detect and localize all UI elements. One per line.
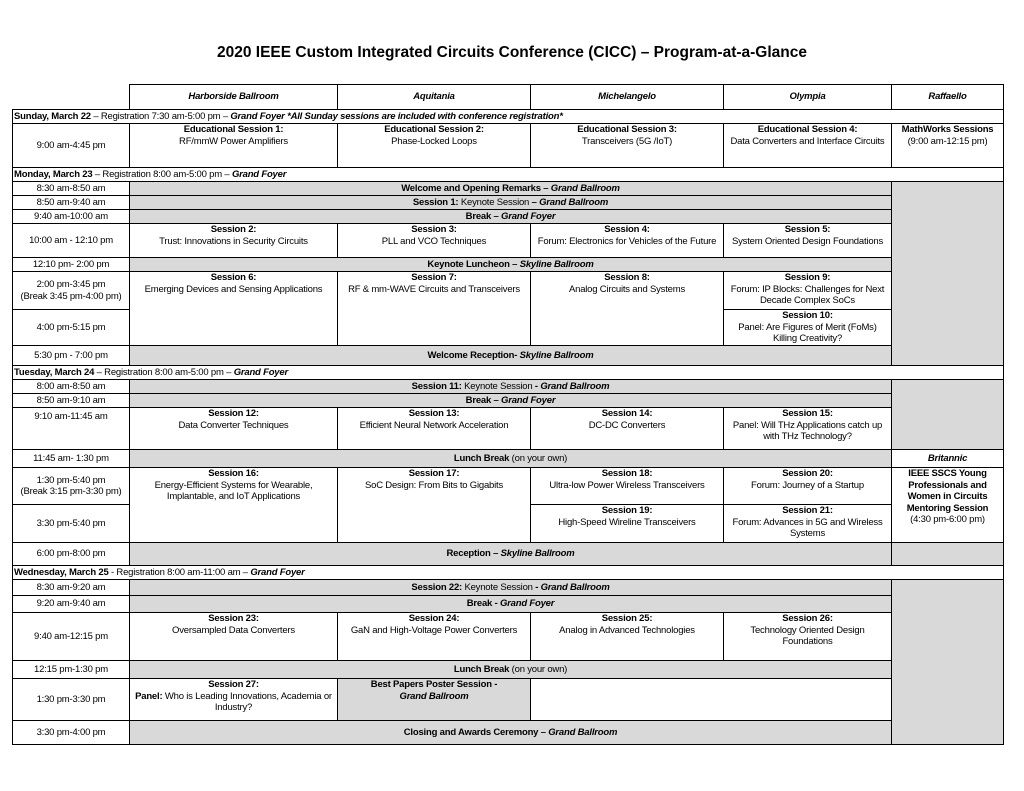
- session-cell: MathWorks Sessions (9:00 am-12:15 pm): [892, 124, 1004, 168]
- day-header-monday: Monday, March 23 – Registration 8:00 am-5:00 pm – Grand Foyer: [13, 168, 1004, 182]
- session-cell: Session 3: PLL and VCO Techniques: [338, 224, 531, 258]
- session-cell: Session 18: Ultra-low Power Wireless Transceivers: [531, 468, 724, 505]
- raffaello-unused: [892, 182, 1004, 366]
- time-cell: 12:15 pm-1:30 pm: [13, 661, 130, 679]
- day-header-wednesday: Wednesday, March 25 - Registration 8:00 am-11:00 am – Grand Foyer: [13, 566, 1004, 580]
- session-cell: Session 23: Oversampled Data Converters: [130, 613, 338, 661]
- time-cell: 12:10 pm- 2:00 pm: [13, 258, 130, 272]
- time-cell: 8:00 am-8:50 am: [13, 380, 130, 394]
- time-cell: 3:30 pm-5:40 pm: [13, 505, 130, 543]
- session-cell: Session 20: Forum: Journey of a Startup: [724, 468, 892, 505]
- session-cell: Session 13: Efficient Neural Network Acceleration: [338, 408, 531, 450]
- session-cell: Session 17: SoC Design: From Bits to Gigabits: [338, 468, 531, 543]
- break-cell: Break - Grand Foyer: [130, 596, 892, 613]
- mentoring-session-cell: IEEE SSCS Young Professionals and Women in Circuits Mentoring Session (4:30 pm-6:00 pm): [892, 468, 1004, 543]
- session-cell: Session 10: Panel: Are Figures of Merit (FoMs) Killing Creativity?: [724, 310, 892, 346]
- session-cell: Session 9: Forum: IP Blocks: Challenges for Next Decade Complex SoCs: [724, 272, 892, 310]
- session-cell: Session 2: Trust: Innovations in Security Circuits: [130, 224, 338, 258]
- col-harborside: Harborside Ballroom: [130, 85, 338, 110]
- day-header-sunday: Sunday, March 22 – Registration 7:30 am-5:00 pm – Grand Foyer *All Sunday sessions are included with conference registration*: [13, 110, 1004, 124]
- britannic-room: Britannic: [892, 450, 1004, 468]
- time-cell: 6:00 pm-8:00 pm: [13, 543, 130, 566]
- luncheon-cell: Keynote Luncheon – Skyline Ballroom: [130, 258, 892, 272]
- session-cell: Session 16: Energy-Efficient Systems for Wearable, Implantable, and IoT Applications: [130, 468, 338, 543]
- plenary-cell: Session 22: Keynote Session - Grand Ballroom: [130, 580, 892, 596]
- reception-cell: Welcome Reception- Skyline Ballroom: [130, 346, 892, 366]
- raffaello-unused: [892, 543, 1004, 566]
- empty-cell: [531, 679, 892, 721]
- session-cell: Educational Session 3: Transceivers (5G /IoT): [531, 124, 724, 168]
- raffaello-unused: [892, 380, 1004, 450]
- time-cell: 8:30 am-8:50 am: [13, 182, 130, 196]
- plenary-cell: Session 11: Keynote Session - Grand Ballroom: [130, 380, 892, 394]
- session-cell: Session 19: High-Speed Wireline Transceivers: [531, 505, 724, 543]
- col-olympia: Olympia: [724, 85, 892, 110]
- program-table: [12, 84, 1004, 745]
- session-cell: Session 7: RF & mm-WAVE Circuits and Transceivers: [338, 272, 531, 346]
- session-cell: Session 14: DC-DC Converters: [531, 408, 724, 450]
- time-cell: 8:50 am-9:10 am: [13, 394, 130, 408]
- plenary-cell: Session 1: Keynote Session – Grand Ballroom: [130, 196, 892, 210]
- session-cell: Educational Session 1: RF/mmW Power Amplifiers: [130, 124, 338, 168]
- time-cell: 8:30 am-9:20 am: [13, 580, 130, 596]
- time-cell: 1:30 pm-3:30 pm: [13, 679, 130, 721]
- col-michelangelo: Michelangelo: [531, 85, 724, 110]
- time-cell: 10:00 am - 12:10 pm: [13, 224, 130, 258]
- raffaello-unused: [892, 580, 1004, 745]
- session-cell: Educational Session 4: Data Converters and Interface Circuits: [724, 124, 892, 168]
- header-row: [13, 85, 1004, 110]
- session-cell: Session 24: GaN and High-Voltage Power Converters: [338, 613, 531, 661]
- session-cell: Session 15: Panel: Will THz Applications catch up with THz Technology?: [724, 408, 892, 450]
- time-cell: 9:00 am-4:45 pm: [13, 124, 130, 168]
- time-cell: 3:30 pm-4:00 pm: [13, 721, 130, 745]
- time-cell: 11:45 am- 1:30 pm: [13, 450, 130, 468]
- session-cell: Session 26: Technology Oriented Design Foundations: [724, 613, 892, 661]
- closing-cell: Closing and Awards Ceremony – Grand Ballroom: [130, 721, 892, 745]
- session-cell: Session 8: Analog Circuits and Systems: [531, 272, 724, 346]
- col-aquitania: Aquitania: [338, 85, 531, 110]
- time-cell: 9:10 am-11:45 am: [13, 408, 130, 450]
- session-cell: Session 4: Forum: Electronics for Vehicles of the Future: [531, 224, 724, 258]
- poster-session-cell: Best Papers Poster Session - Grand Ballroom: [338, 679, 531, 721]
- time-cell: 5:30 pm - 7:00 pm: [13, 346, 130, 366]
- time-cell: 1:30 pm-5:40 pm (Break 3:15 pm-3:30 pm): [13, 468, 130, 505]
- session-cell: Session 25: Analog in Advanced Technologies: [531, 613, 724, 661]
- session-cell: Session 27: Panel: Who is Leading Innovations, Academia or Industry?: [130, 679, 338, 721]
- session-cell: Session 6: Emerging Devices and Sensing Applications: [130, 272, 338, 346]
- lunch-cell: Lunch Break (on your own): [130, 661, 892, 679]
- page-title: 2020 IEEE Custom Integrated Circuits Conference (CICC) – Program-at-a-Glance: [216, 44, 807, 61]
- time-cell: 9:40 am-12:15 pm: [13, 613, 130, 661]
- corner-cell: [13, 85, 130, 110]
- lunch-cell: Lunch Break (on your own): [130, 450, 892, 468]
- time-cell: 8:50 am-9:40 am: [13, 196, 130, 210]
- time-cell: 2:00 pm-3:45 pm (Break 3:45 pm-4:00 pm): [13, 272, 130, 310]
- break-cell: Break – Grand Foyer: [130, 210, 892, 224]
- time-cell: 4:00 pm-5:15 pm: [13, 310, 130, 346]
- session-cell: Educational Session 2: Phase-Locked Loops: [338, 124, 531, 168]
- session-cell: Session 21: Forum: Advances in 5G and Wireless Systems: [724, 505, 892, 543]
- day-header-tuesday: Tuesday, March 24 – Registration 8:00 am-5:00 pm – Grand Foyer: [13, 366, 1004, 380]
- time-cell: 9:40 am-10:00 am: [13, 210, 130, 224]
- col-raffaello: Raffaello: [892, 85, 1004, 110]
- break-cell: Break – Grand Foyer: [130, 394, 892, 408]
- session-cell: Session 12: Data Converter Techniques: [130, 408, 338, 450]
- time-cell: 9:20 am-9:40 am: [13, 596, 130, 613]
- session-cell: Session 5: System Oriented Design Foundations: [724, 224, 892, 258]
- plenary-cell: Welcome and Opening Remarks – Grand Ballroom: [130, 182, 892, 196]
- reception-cell: Reception – Skyline Ballroom: [130, 543, 892, 566]
